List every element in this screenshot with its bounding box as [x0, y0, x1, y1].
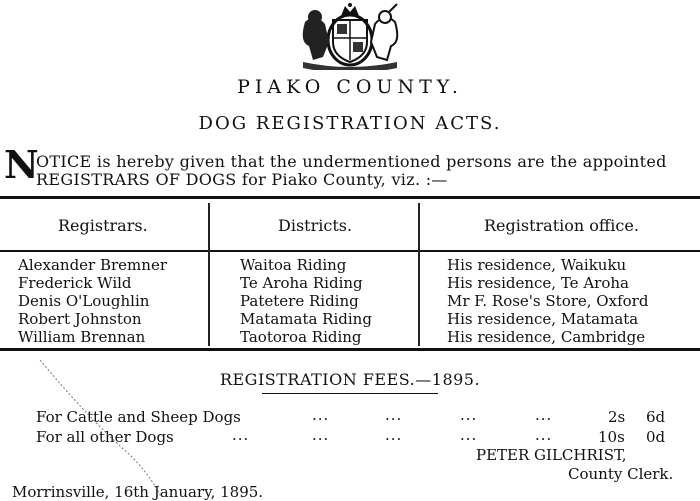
- fee-label-other-dogs: For all other Dogs: [36, 428, 174, 446]
- fee-pence: 0d: [646, 428, 666, 446]
- registration-office: His residence, Te Aroha: [447, 274, 629, 292]
- fee-leader-dots: ...: [232, 426, 250, 444]
- district-name: Patetere Riding: [240, 292, 359, 310]
- district-name: Waitoa Riding: [240, 256, 347, 274]
- fee-leader-dots: ...: [535, 406, 553, 424]
- place-and-date: Morrinsville, 16th January, 1895.: [12, 483, 264, 501]
- fee-label-cattle-sheep: For Cattle and Sheep Dogs: [36, 408, 241, 426]
- fee-leader-dots: ...: [385, 406, 403, 424]
- fee-leader-dots: ...: [312, 406, 330, 424]
- registrar-name: Denis O'Loughlin: [18, 292, 150, 310]
- registration-office: His residence, Cambridge: [447, 328, 646, 346]
- fee-shillings: 2s: [608, 408, 626, 426]
- signatory-name: PETER GILCHRIST,: [476, 446, 627, 464]
- header-districts: Districts.: [278, 216, 353, 235]
- registrar-name: Frederick Wild: [18, 274, 132, 292]
- fee-leader-dots: ...: [312, 426, 330, 444]
- header-registration-office: Registration office.: [484, 216, 639, 235]
- fee-leader-dots: ...: [535, 426, 553, 444]
- acts-title: DOG REGISTRATION ACTS.: [198, 113, 502, 134]
- fee-shillings: 10s: [598, 428, 625, 446]
- district-name: Te Aroha Riding: [240, 274, 363, 292]
- fee-pence: 6d: [646, 408, 666, 426]
- district-name: Taotoroa Riding: [240, 328, 362, 346]
- fee-leader-dots: ...: [460, 406, 478, 424]
- registration-office: His residence, Waikuku: [447, 256, 627, 274]
- registrar-name: William Brennan: [18, 328, 146, 346]
- header-registrars: Registrars.: [58, 216, 148, 235]
- county-title: PIAKO COUNTY.: [237, 76, 463, 98]
- fee-leader-dots: ...: [460, 426, 478, 444]
- registration-office: Mr F. Rose's Store, Oxford: [447, 292, 649, 310]
- notice-line-2: REGISTRARS OF DOGS for Piako County, viz. :—: [36, 170, 448, 189]
- notice-drop-cap: N: [4, 142, 39, 187]
- district-name: Matamata Riding: [240, 310, 372, 328]
- registrar-name: Robert Johnston: [18, 310, 142, 328]
- signatory-title: County Clerk.: [568, 465, 674, 483]
- notice-line-1: OTICE is hereby given that the undermentioned persons are the appointed: [36, 152, 667, 171]
- registration-office: His residence, Matamata: [447, 310, 639, 328]
- registration-fees-title: REGISTRATION FEES.—1895.: [219, 370, 481, 389]
- registrar-name: Alexander Bremner: [18, 256, 167, 274]
- fee-leader-dots: ...: [385, 426, 403, 444]
